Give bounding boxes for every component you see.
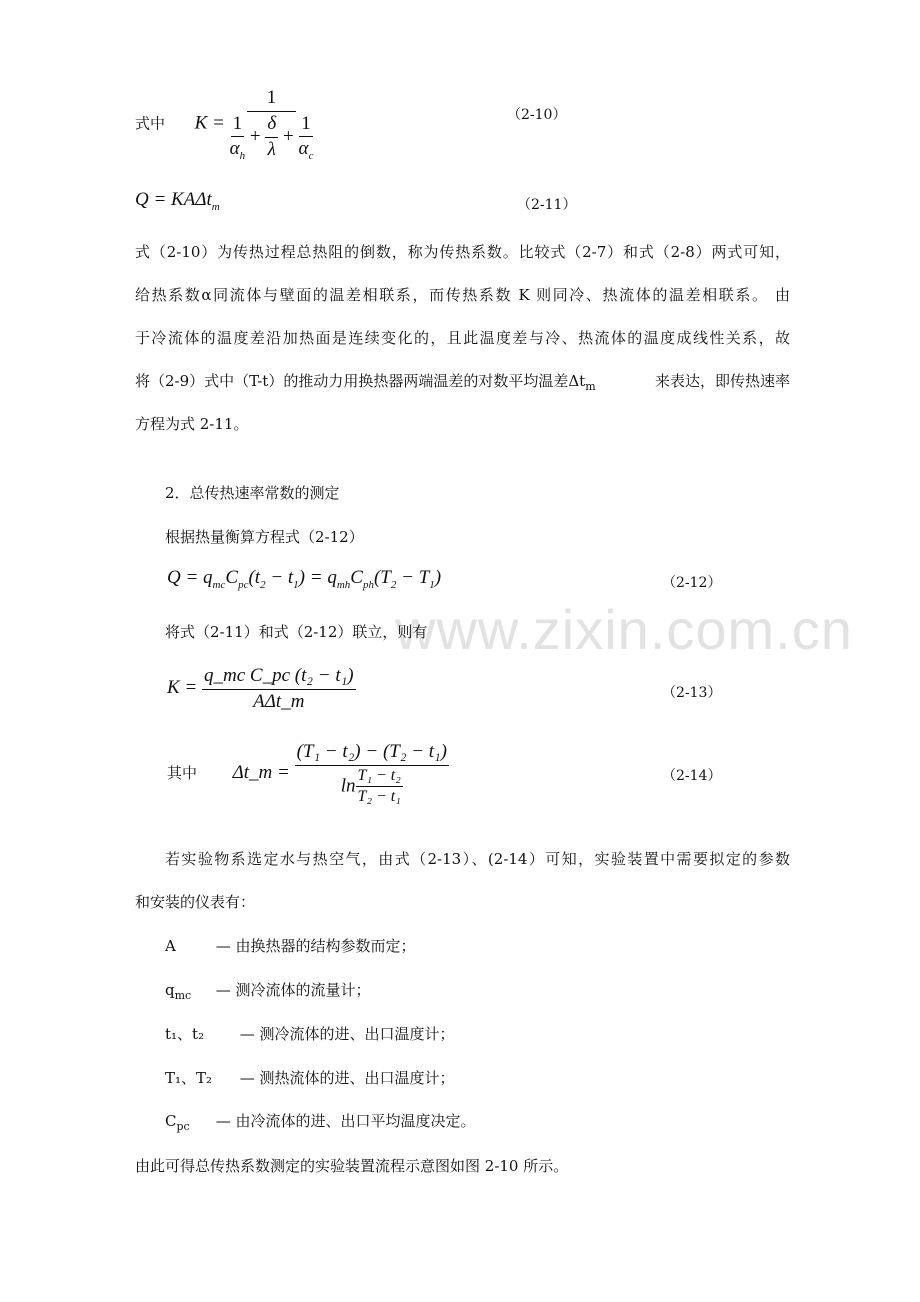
t: C: [350, 567, 363, 588]
closing-line: 由此可得总传热系数测定的实验装置流程示意图如图 2-10 所示。: [135, 1157, 569, 1175]
numerator: q_mc C_pc (t₂ − t₁): [202, 664, 356, 690]
symbol-sub: mc: [174, 989, 192, 1002]
eq-lhs: Δt_m =: [232, 762, 290, 784]
ln: ln: [340, 775, 356, 797]
paragraph-line: 给热系数α同流体与壁面的温差相联系，而传热系数 K 则同冷、热流体的温差相联系。 由: [135, 286, 790, 304]
eq-prefix: 其中: [167, 764, 198, 783]
t1-den: α: [229, 138, 240, 160]
paragraph-line: 将式（2-11）和式（2-12）联立，则有: [165, 623, 428, 641]
equation-number: （2-10）: [507, 107, 567, 123]
equation-2-11: [135, 189, 220, 213]
symbol: C: [165, 1112, 177, 1130]
inner-num: T₁ − t₂: [356, 766, 403, 788]
t: ) = q: [298, 567, 337, 588]
equation-number: （2-13）: [662, 685, 722, 701]
paragraph-line: 和安装的仪表有：: [135, 893, 256, 911]
parameter-item: [165, 1067, 455, 1090]
paragraph-line: 于冷流体的温度差沿加热面是连续变化的，且此温度差与冷、热流体的温度成线性关系，故: [135, 329, 790, 347]
t1-num: 1: [231, 112, 245, 138]
parameter-item: [165, 935, 416, 958]
s: 2: [390, 578, 397, 591]
t: C: [225, 567, 239, 588]
t3-sub: c: [308, 150, 314, 163]
equation-number: （2-14）: [662, 768, 722, 784]
equation-2-12: [167, 567, 441, 591]
s: 1: [293, 578, 299, 591]
text: 来表达，即传热速率: [654, 372, 790, 390]
t2-num: δ: [265, 112, 278, 138]
t: Q = q: [167, 567, 213, 588]
t: (T: [373, 567, 391, 588]
s: pc: [238, 578, 249, 591]
s: ph: [362, 578, 374, 591]
eq-lhs: K =: [167, 677, 198, 699]
item-symbol: [165, 981, 211, 1002]
item-text: — 由换热器的结构参数而定；: [215, 937, 416, 955]
equation-2-13: [167, 664, 356, 714]
text: 将（2-9）式中（T-t）的推动力用换热器两端温差的对数平均温差Δt: [135, 372, 586, 390]
item-symbol: [165, 1112, 211, 1133]
parameter-item: [165, 979, 371, 1002]
equation-2-14: [167, 740, 449, 808]
equation-number: （2-12）: [662, 575, 722, 591]
item-symbol: [165, 937, 211, 958]
t3-num: 1: [299, 112, 313, 138]
equation-number: （2-11）: [517, 197, 577, 213]
eq-lhs: K =: [194, 112, 225, 134]
symbol: q: [165, 981, 175, 999]
t1-sub: h: [239, 150, 246, 163]
t: (t: [248, 567, 261, 588]
subscript: m: [585, 380, 596, 393]
inner-den: T₂ − t₁: [357, 788, 401, 806]
s: 1: [429, 578, 435, 591]
s: mc: [212, 578, 226, 591]
equation-2-10: [135, 86, 313, 163]
watermark: www.zixin.com.cn: [395, 598, 853, 661]
item-text: — 测冷流体的进、出口温度计；: [239, 1025, 455, 1043]
s: 2: [260, 578, 266, 591]
fraction: [230, 86, 314, 163]
denominator: AΔt_m: [253, 690, 305, 712]
paragraph-line: 根据热量衡算方程式（2-12）: [165, 528, 364, 546]
t2-den: λ: [267, 139, 276, 161]
symbol: t₁、t₂: [165, 1025, 205, 1043]
eq-sub: m: [211, 200, 220, 213]
paragraph-line: 方程为式 2-11。: [135, 415, 249, 433]
section-heading: 2．总传热速率常数的测定: [165, 484, 340, 502]
paragraph-line: 若实验物系选定水与热空气，由式（2-13）、(2-14）可知，实验装置中需要拟定的参数: [165, 850, 790, 868]
eq-body: Q = KAΔt: [135, 189, 212, 210]
numerator: 1: [247, 86, 297, 112]
paragraph-line: [135, 370, 790, 393]
item-symbol: [165, 1067, 235, 1090]
t: − T: [396, 567, 430, 588]
s: mh: [336, 578, 351, 591]
plus: +: [249, 125, 261, 147]
eq-prefix: 式中: [135, 114, 166, 133]
item-text: — 由冷流体的进、出口平均温度决定。: [215, 1112, 476, 1130]
numerator: (T₁ − t₂) − (T₂ − t₁): [295, 740, 449, 766]
parameter-item: [165, 1110, 476, 1133]
symbol: A: [165, 937, 176, 955]
t: − t: [265, 567, 294, 588]
symbol-sub: pc: [176, 1120, 190, 1133]
symbol: T₁、T₂: [165, 1069, 213, 1087]
item-symbol: [165, 1023, 235, 1046]
paragraph-line: 式（2-10）为传热过程总热阻的倒数，称为传热系数。比较式（2-7）和式（2-8）两式可知，: [135, 243, 790, 261]
item-text: — 测热流体的进、出口温度计；: [239, 1069, 455, 1087]
plus: +: [283, 125, 294, 147]
parameter-item: [165, 1023, 455, 1046]
denominator: [230, 112, 314, 164]
t: ): [434, 567, 442, 588]
item-text: — 测冷流体的流量计；: [215, 981, 371, 999]
t3-den: α: [298, 138, 309, 160]
